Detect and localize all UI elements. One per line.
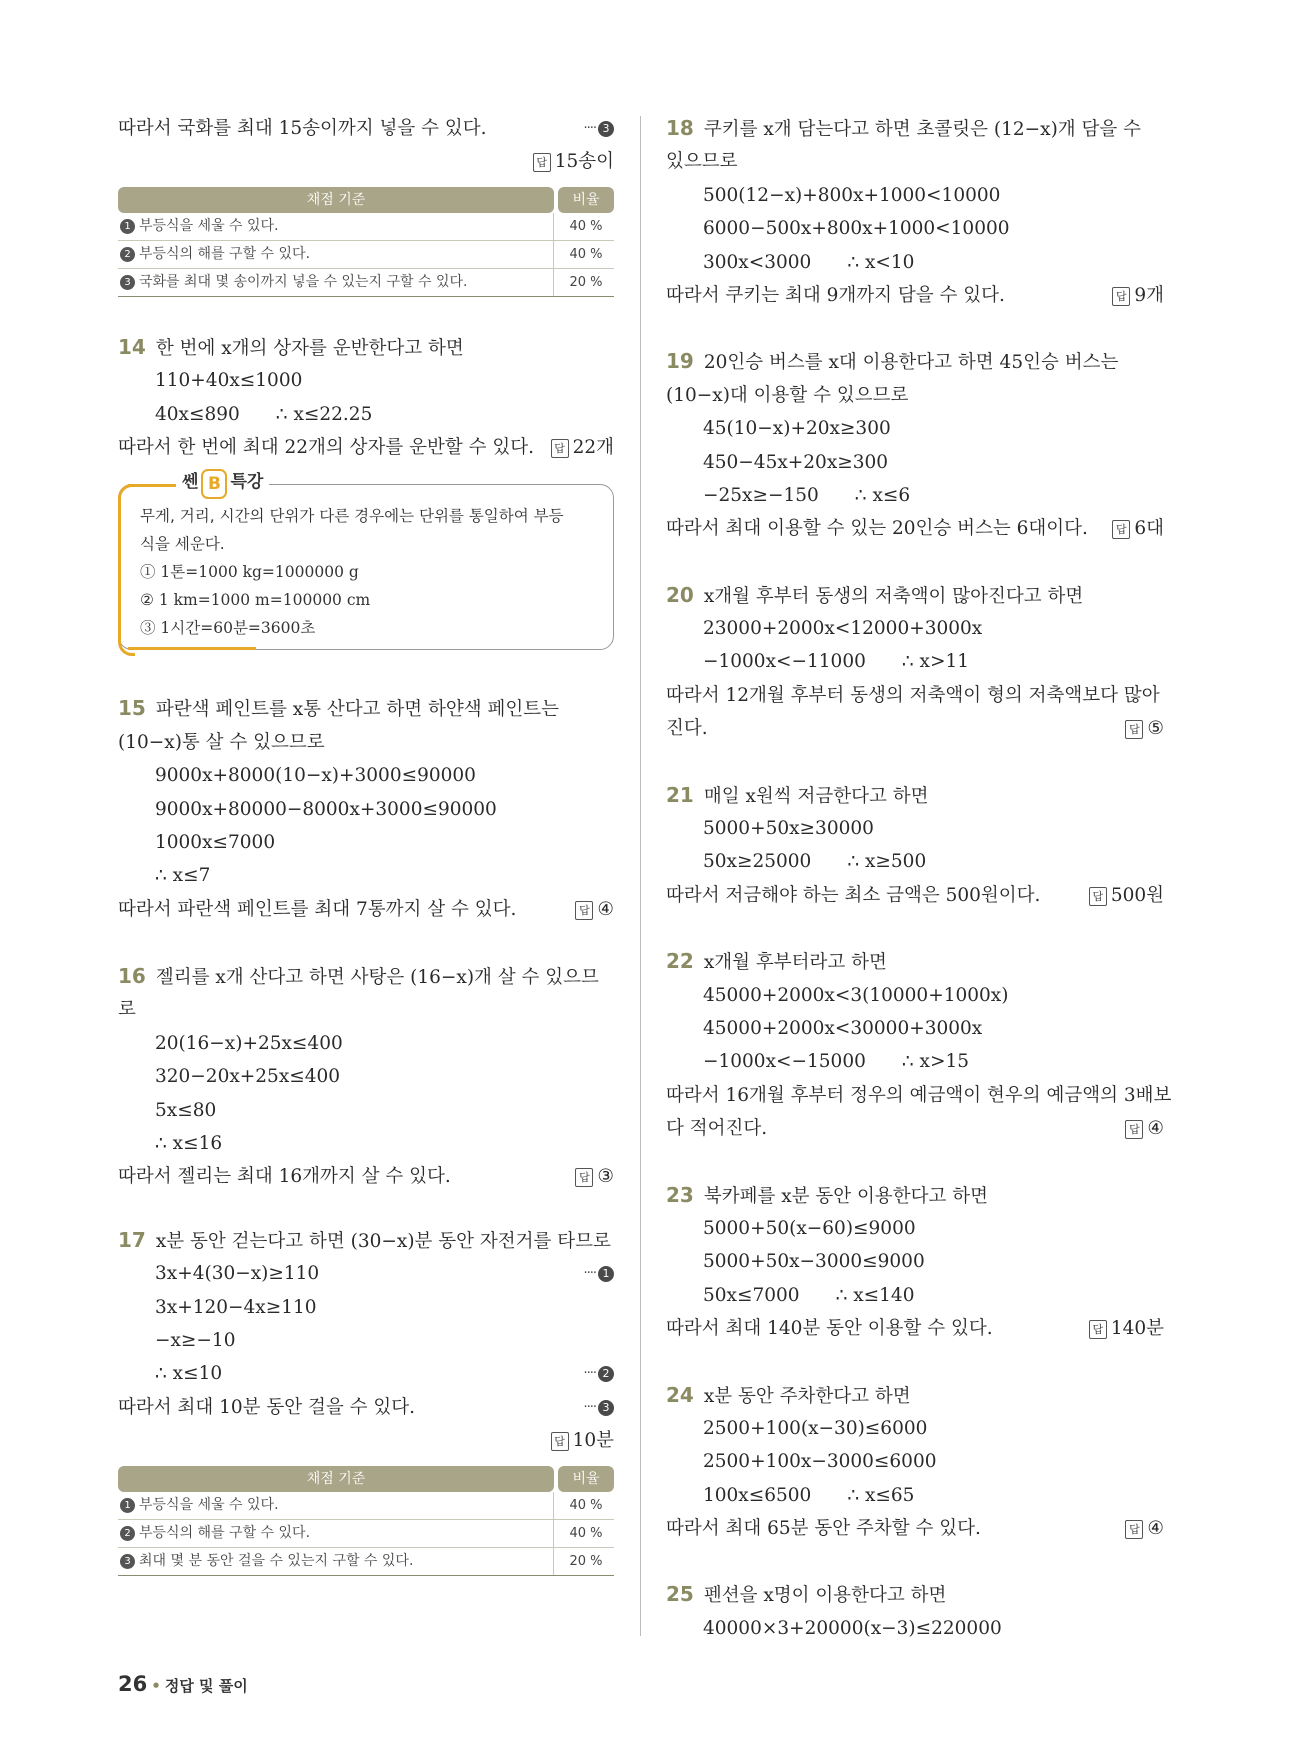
answer: 답 6대	[1112, 512, 1164, 545]
problem-number: 24	[666, 1382, 694, 1407]
problem-22: 22 x개월 후부터라고 하면 45000+2000x<3(10000+1000x) 45000+2000x<30000+3000x −1000x<−15000 ∴ x>15 따라서 16개월 후부터 정우의 예금액이 현우의 예금액의 3배보 다 적어진다. 답 ④	[666, 945, 1164, 1145]
answer: 답 ③	[575, 1160, 614, 1193]
problem-19: 19 20인승 버스를 x대 이용한다고 하면 45인승 버스는 (10−x)대 이용할 수 있으므로 45(10−x)+20x≥300 450−45x+20x≥300 −25x≥−150 ∴ x≤6 따라서 최대 이용할 수 있는 20인승 버스는 6대이다. 답 6대	[666, 345, 1164, 545]
tip-title: 쎈 B 특강	[176, 466, 269, 498]
answer-icon: 답	[1125, 1120, 1143, 1139]
answer: 답 15송이	[533, 145, 614, 178]
problem-18: 18 쿠키를 x개 담는다고 하면 초콜릿은 (12−x)개 담을 수 있으므로 500(12−x)+800x+1000<10000 6000−500x+800x+1000<10000 300x<3000 ∴ x<10 따라서 쿠키는 최대 9개까지 담을 수 있다. 답 9개	[666, 112, 1164, 312]
tip-box: 쎈 B 특강 무게, 거리, 시간의 단위가 다른 경우에는 단위를 통일하여 부등 식을 세운다. ① 1톤=1000 kg=1000000 g ② 1 km=1000 m=100000 cm ③ 1시간=60분=3600초	[118, 468, 614, 658]
problem-25: 25 펜션을 x명이 이용한다고 하면 40000×3+20000(x−3)≤220000	[666, 1582, 1002, 1639]
problem-number: 17	[118, 1227, 146, 1252]
answer: 답 ⑤	[1125, 712, 1164, 745]
problem-number: 14	[118, 334, 146, 359]
intro-line: 따라서 국화를 최대 15송이까지 넣을 수 있다. ···· 3	[118, 112, 614, 145]
answer-icon: 답	[1125, 720, 1143, 739]
answer: 답 ④	[1125, 1512, 1164, 1545]
answer-icon: 답	[1089, 887, 1107, 906]
problem-number: 15	[118, 696, 146, 721]
problem-17: 17 x분 동안 걷는다고 하면 (30−x)분 동안 자전거를 타므로 3x+4(30−x)≥110 ···· 1 3x+120−4x≥110 −x≥−10 ∴ x≤10 ···· 2 따라서 최대 10분 동안 걸을 수 있다. ···· 3 답 10분	[118, 1224, 614, 1458]
table-row: 2 부등식의 해를 구할 수 있다. 40 %	[118, 241, 614, 269]
answer: 답 ④	[1125, 1112, 1164, 1145]
step-marker: ···· 2	[583, 1357, 614, 1390]
problem-number: 16	[118, 964, 146, 989]
problem-15: 15 파란색 페인트를 x통 산다고 하면 하얀색 페인트는 (10−x)통 살 수 있으므로 9000x+8000(10−x)+3000≤90000 9000x+80000−8000x+3000≤90000 1000x≤7000 ∴ x≤7 따라서 파란색 페인트를 최대 7통까지 살 수 있다. 답 ④	[118, 692, 614, 926]
problem-number: 20	[666, 582, 694, 607]
table-header: 비율	[558, 187, 614, 213]
problem-24: 24 x분 동안 주차한다고 하면 2500+100(x−30)≤6000 2500+100x−3000≤6000 100x≤6500 ∴ x≤65 따라서 최대 65분 동안 주차할 수 있다. 답 ④	[666, 1379, 1164, 1546]
right-column	[666, 112, 1172, 1645]
answer-icon: 답	[551, 439, 569, 458]
table-row: 1 부등식을 세울 수 있다. 40 %	[118, 213, 614, 241]
page-footer: 26 • 정답 및 풀이	[118, 1672, 248, 1696]
answer-icon: 답	[1089, 1320, 1107, 1339]
problem-number: 23	[666, 1182, 694, 1207]
grading-table-2	[118, 1466, 614, 1576]
problem-number: 21	[666, 782, 694, 807]
answer: 답 10분	[551, 1424, 614, 1457]
problem-number: 18	[666, 116, 694, 140]
table-row: 3 국화를 최대 몇 송이까지 넣을 수 있는지 구할 수 있다. 20 %	[118, 269, 614, 297]
answer-icon: 답	[1112, 287, 1130, 306]
problem-21: 21 매일 x원씩 저금한다고 하면 5000+50x≥30000 50x≥25000 ∴ x≥500 따라서 저금해야 하는 최소 금액은 500원이다. 답 500원	[666, 779, 1164, 913]
left-column	[118, 112, 614, 1576]
step-marker: ···· 3	[583, 112, 614, 145]
page-number: 26	[118, 1672, 148, 1696]
answer-icon: 답	[575, 901, 593, 920]
table-row: 2 부등식의 해를 구할 수 있다. 40 %	[118, 1520, 614, 1548]
answer-icon: 답	[551, 1432, 569, 1451]
b-badge-icon: B	[201, 469, 227, 499]
table-header: 채점 기준	[118, 187, 554, 213]
problem-number: 22	[666, 949, 694, 974]
problem-20: 20 x개월 후부터 동생의 저축액이 많아진다고 하면 23000+2000x<12000+3000x −1000x<−11000 ∴ x>11 따라서 12개월 후부터 동생의 저축액이 형의 저축액보다 많아 진다. 답 ⑤	[666, 579, 1164, 746]
answer: 답 140분	[1089, 1312, 1164, 1345]
table-header: 비율	[558, 1466, 614, 1492]
answer: 답 9개	[1112, 279, 1164, 312]
answer: 답 22개	[551, 431, 614, 464]
problem-16: 16 젤리를 x개 산다고 하면 사탕은 (16−x)개 살 수 있으므 로 20(16−x)+25x≤400 320−20x+25x≤400 5x≤80 ∴ x≤16 따라서 젤리는 최대 16개까지 살 수 있다. 답 ③	[118, 960, 614, 1194]
footer-label: 정답 및 풀이	[164, 1677, 248, 1695]
answer-icon: 답	[533, 153, 551, 172]
problem-number: 25	[666, 1582, 694, 1607]
answer-icon: 답	[575, 1168, 593, 1187]
table-header: 채점 기준	[118, 1466, 554, 1492]
table-row: 1 부등식을 세울 수 있다. 40 %	[118, 1492, 614, 1520]
answer-icon: 답	[1112, 520, 1130, 539]
answer-icon: 답	[1125, 1520, 1143, 1539]
table-row: 3 최대 몇 분 동안 걸을 수 있는지 구할 수 있다. 20 %	[118, 1548, 614, 1576]
answer: 답 ④	[575, 893, 614, 926]
step-marker: ···· 3	[583, 1391, 614, 1424]
column-divider	[640, 116, 641, 1636]
step-marker: ···· 1	[583, 1257, 614, 1290]
grading-table-1	[118, 187, 614, 297]
problem-number: 19	[666, 349, 694, 374]
answer: 답 500원	[1089, 879, 1164, 912]
problem-14: 14 한 번에 x개의 상자를 운반한다고 하면 110+40x≤1000 40x≤890 ∴ x≤22.25 따라서 한 번에 최대 22개의 상자를 운반할 수 있다. 답 22개	[118, 331, 614, 465]
answer-line	[118, 145, 614, 178]
problem-23: 23 북카페를 x분 동안 이용한다고 하면 5000+50(x−60)≤9000 5000+50x−3000≤9000 50x≤7000 ∴ x≤140 따라서 최대 140분 동안 이용할 수 있다. 답 140분	[666, 1179, 1164, 1346]
